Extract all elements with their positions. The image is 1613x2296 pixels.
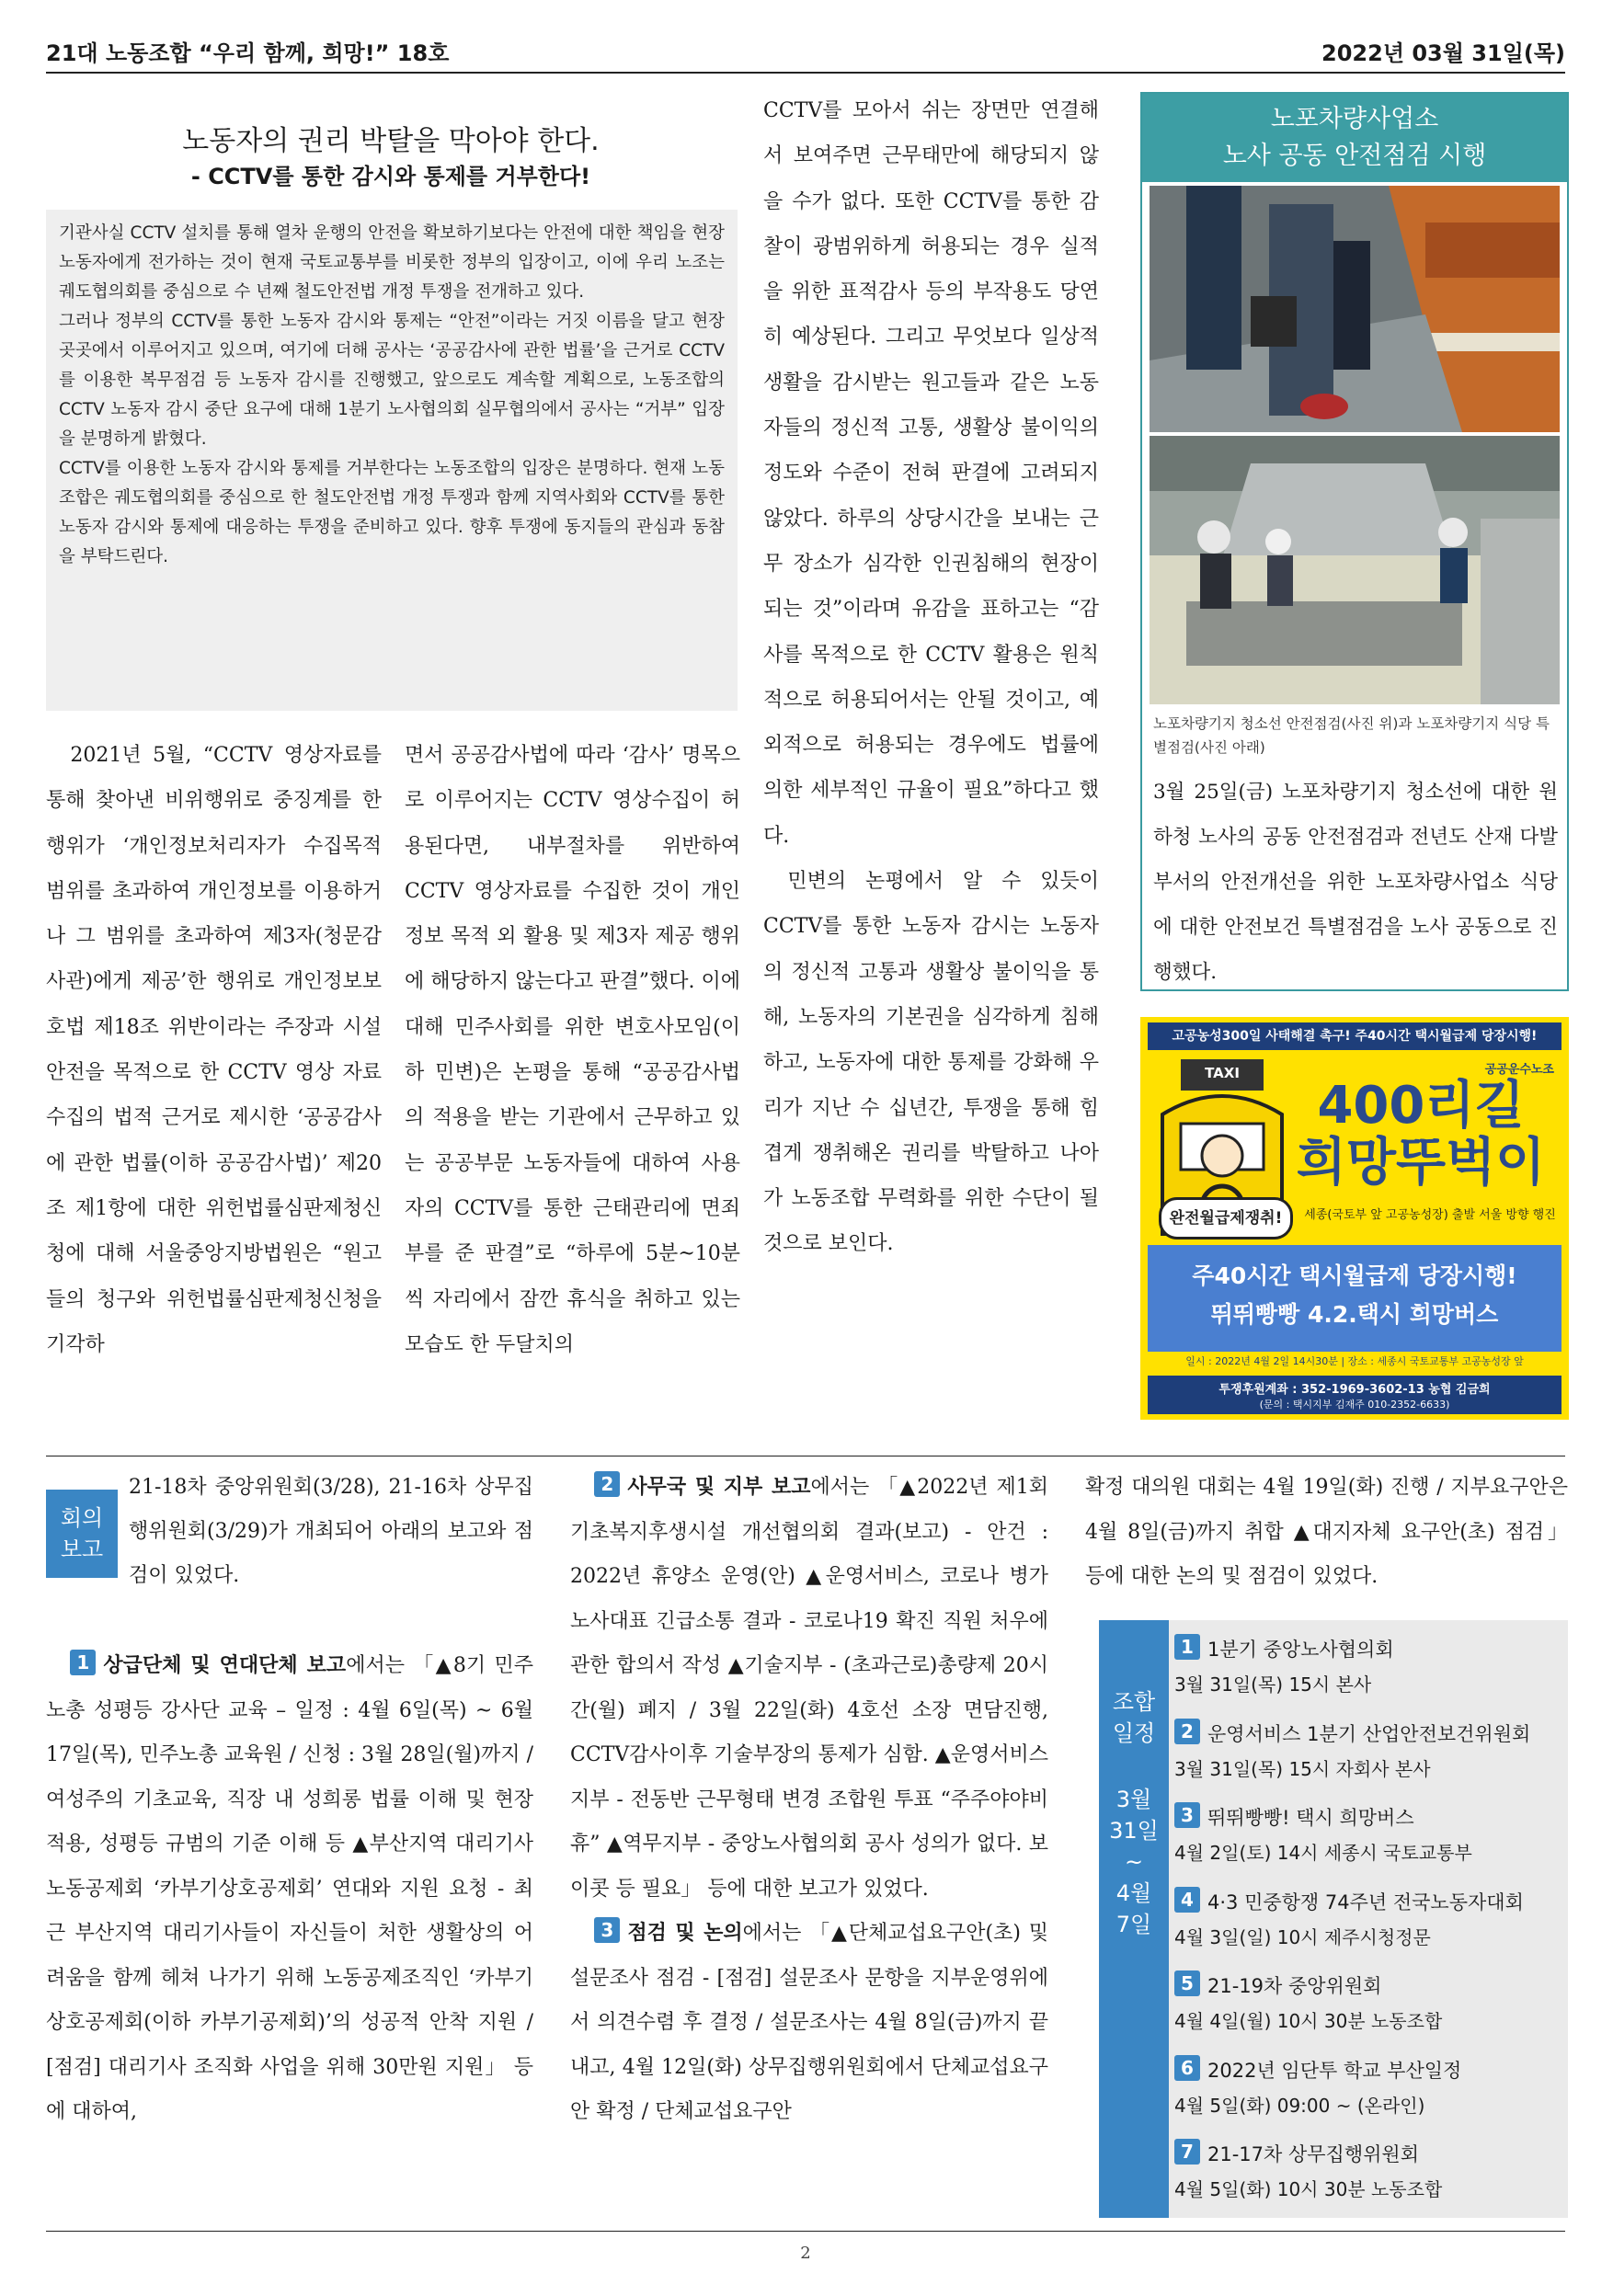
cleaning-track-photo — [1150, 186, 1560, 432]
schedule-title: 운영서비스 1분기 산업안전보건위원회 — [1207, 1722, 1531, 1745]
schedule-label-line: 조합 — [1112, 1689, 1156, 1715]
photo-box-text: 3월 25일(금) 노포차량기지 청소선에 대한 원하청 노사의 공동 안전점검과 전년도 산재 다발부서의 안전개선을 위한 노포차량사업소 식당에 대한 안전보건 특별점검을 노사 공동으로 진행했다. — [1153, 781, 1558, 984]
schedule-item — [1174, 1628, 1561, 1712]
safety-inspection-box — [1140, 92, 1569, 991]
poster-main-line: 뛰뛰빵빵 4.2.택시 희망버스 — [1210, 1301, 1499, 1328]
schedule-range-line: 7일 — [1115, 1912, 1152, 1937]
cafeteria-inspection-photo — [1150, 436, 1560, 704]
schedule-title: 4·3 민중항쟁 74주년 전국노동자대회 — [1207, 1890, 1524, 1913]
summary-paragraph: 그러나 정부의 CCTV를 통한 노동자 감시와 통제는 “안전”이라는 거짓 이름을 달고 현장 곳곳에서 이루어지고 있으며, 여기에 더해 공사는 ‘공공감사에 관한 법률’을 근거로 CCTV를 이용한 복무점검 등 노동자 감시를 진행했고, 앞으로도 계속할 계획으로, 노동조합의 CCTV 노동자 감시 중단 요구에 대해 1분기 노사협의회 실무협의에서 공사는 “거부” 입장을 분명하게 밝혔다. — [59, 312, 725, 449]
footer-rule — [46, 2231, 1565, 2232]
schedule-number-badge: 3 — [1174, 1802, 1200, 1828]
summary-paragraph: 기관사실 CCTV 설치를 통해 열차 운행의 안전을 확보하기보다는 안전에 대한 책임을 현장 노동자에게 전가하는 것이 현재 국토교통부를 비롯한 정부의 입장이고, 이에 우리 노조는 궤도협의회를 중심으로 수 년째 철도안전법 개정 투쟁을 전개하고 있다. — [59, 223, 725, 302]
poster-main-panel — [1148, 1245, 1562, 1352]
article-paragraph: 면서 공공감사법에 따라 ‘감사’ 명목으로 이루어지는 CCTV 영상수집이 허용된다면, 내부절차를 위반하여 CCTV 영상자료를 수집한 것이 개인정보 목적 외 활용 및 제3자 제공 행위에 해당하지 않는다고 판결”했다. 이에 대해 민주사회를 위한 변호사모임(이하 민변)은 논평을 통해 “공공감사법의 적용을 받는 기관에서 근무하고 있는 공공부문 노동자들에 대하여 사용자의 CCTV를 통한 근태관리에 면죄부를 준 판결”로 “하루에 5분~10분씩 자리에서 잠깐 휴식을 취하고 있는 모습도 한 두달치의 — [405, 744, 740, 1356]
article-paragraph: CCTV를 모아서 쉬는 장면만 연결해서 보여주면 근무태만에 해당되지 않을 수가 없다. 또한 CCTV를 통한 감찰이 광범위하게 허용되는 경우 실적을 위한 표적감사 등의 부작용도 당연히 예상된다. 그리고 무엇보다 일상적 생활을 감시받는 원고들과 같은 노동자들의 정신적 고통, 생활상 불이익의 정도와 수준이 전혀 판결에 고려되지 않았다. 하루의 상당시간을 보내는 근무 장소가 심각한 인권침해의 현장이 되는 것”이라며 유감을 표하고는 “감사를 목적으로 한 CCTV 활용은 원칙적으로 허용되어서는 안될 것이고, 예외적으로 허용되는 경우에도 법률에 의한 세부적인 규율이 필요”하다고 했다. — [763, 99, 1099, 848]
page-number: 2 — [800, 2244, 811, 2263]
section-number-badge: 3 — [594, 1917, 620, 1943]
schedule-item — [1174, 1796, 1561, 1880]
schedule-range-line: 31일 — [1109, 1818, 1159, 1844]
article-summary-box — [46, 210, 738, 711]
newsletter-title: 21대 노동조합 “우리 함께, 희망!” 18호 — [46, 40, 450, 66]
schedule-number-badge: 2 — [1174, 1719, 1200, 1744]
header-rule — [46, 72, 1565, 74]
section-title: 상급단체 및 연대단체 보고 — [103, 1654, 347, 1677]
schedule-item — [1174, 1964, 1561, 2049]
taxi-hope-bus-poster — [1140, 1017, 1569, 1420]
schedule-title: 2022년 임단투 학교 부산일정 — [1207, 2059, 1462, 2082]
article-paragraph: 2021년 5월, “CCTV 영상자료를 통해 찾아낸 비위행위로 중징계를 한 행위가 ‘개인정보처리자가 수집목적 범위를 초과하여 개인정보를 이용하거나 그 범위를 초과하여 제3자(청문감사관)에게 제공’한 행위로 개인정보보호법 제18조 위반이라는 주장과 시설안전을 목적으로 한 CCTV 영상 자료 수집의 법적 근거로 제시한 ‘공공감사에 관한 법률(이하 공공감사법)’ 제20조 제1항에 대한 위헌법률심판제청신청에 대해 서울중앙지방법원은 “원고들의 청구와 위헌법률심판제청신청을 기각하 — [46, 744, 382, 1356]
schedule-title: 1분기 중앙노사협의회 — [1207, 1639, 1394, 1661]
meeting-column-2 — [570, 1466, 1048, 2135]
schedule-number-badge: 7 — [1174, 2139, 1200, 2165]
org-logo: 공공운수노조 — [1484, 1063, 1554, 1077]
schedule-title: 21-19차 중앙위원회 — [1207, 1975, 1382, 1997]
schedule-range-line: 4월 — [1115, 1880, 1152, 1906]
report-section-3 — [570, 1912, 1048, 2135]
label-line: 보고 — [60, 1536, 104, 1562]
schedule-number-badge: 4 — [1174, 1887, 1200, 1913]
article-title: 노동자의 권리 박탈을 막아야 한다. — [182, 125, 600, 157]
page-header — [46, 35, 1565, 66]
schedule-number-badge: 6 — [1174, 2055, 1200, 2081]
schedule-label-line: 일정 — [1112, 1720, 1156, 1746]
schedule-detail: 4월 2일(토) 14시 세종시 국토교통부 — [1174, 1842, 1472, 1864]
article-column-3 — [763, 88, 1099, 1267]
poster-account: 투쟁후원계좌 : 352-1969-3602-13 농협 김금희 — [1218, 1383, 1491, 1397]
schedule-title: 뛰뛰빵빵! 택시 희망버스 — [1207, 1807, 1414, 1829]
section-number-badge: 1 — [70, 1650, 96, 1675]
article-column-1 — [46, 733, 382, 1367]
schedule-label — [1099, 1620, 1169, 2218]
report-section-2 — [570, 1466, 1048, 1912]
schedule-detail: 3월 31일(목) 15시 자회사 본사 — [1174, 1757, 1431, 1780]
poster-main-line: 주40시간 택시월급제 당장시행! — [1192, 1262, 1517, 1289]
schedule-detail: 4월 4일(월) 10시 30분 노동조합 — [1174, 2010, 1443, 2032]
schedule-title: 21-17차 상무집행위원회 — [1207, 2143, 1419, 2165]
section-text: 에서는 「▲2022년 제1회 기초복지후생시설 개선협의회 결과(보고) - 안건 : 2022년 휴양소 운영(안) ▲운영서비스, 코로나 병가 노사대표 긴급소통 결과 - 코로나19 확진 직원 처우에 관한 합의서 작성 ▲기술지부 - (초과근로)총량제 20시간(월) 폐지 / 3월 22일(화) 4호선 소장 면담진행, CCTV감사이후 기술부장의 통제가 심함. ▲운영서비스지부 - 전동반 근무형태 변경 조합원 투표 “주주야야비휴” ▲역무지부 - 중앙노사협의회 공사 성의가 없다. 보이콧 등 필요」 등에 대한 보고가 있었다. — [570, 1476, 1049, 1901]
meeting-intro: 21-18차 중앙위원회(3/28), 21-16차 상무집행위원회(3/29)가 개최되어 아래의 보고와 점검이 있었다. — [129, 1476, 533, 1587]
section-text: 에서는 「▲단체교섭요구안(초) 및 설문조사 점검 - [점검] 설문조사 문항을 지부운영위에서 의견수렴 후 결정 / 설문조사는 4월 8일(금)까지 끝내고, 4월 12일(화) 상무집행위원회에서 단체교섭요구안 확정 / 단체교섭요구안 — [570, 1922, 1048, 2123]
section-text: 에서는 「▲8기 민주노총 성평등 강사단 교육 – 일정 : 4월 6일(목) ~ 6월 17일(목), 민주노총 교육원 / 신청 : 3월 28일(월)까지 / 여성주의 기초교육, 직장 내 성희롱 법률 이해 및 현장 적용, 성평등 규범의 기준 이해 등 ▲부산지역 대리기사 노동공제회 ‘카부기상호공제회’ 연대와 지원 요청 - 최근 부산지역 대리기사들이 자신들이 처한 생활상의 어려움을 함께 헤쳐 나가기 위해 노동공제조직인 ‘카부기상호공제회(이하 카부기공제회)’의 성공적 안착 지원 / [점검] 대리기사 조직화 사업을 위해 30만원 지원」 등에 대하여, — [46, 1654, 533, 2123]
union-schedule-box — [1099, 1620, 1568, 2218]
poster-headline — [1278, 1078, 1563, 1192]
label-line: 회의 — [60, 1505, 104, 1531]
meeting-column-3: 확정 대의원 대회는 4월 19일(화) 진행 / 지부요구안은 4월 8일(금)까지 취합 ▲대지자체 요구안(초) 점검」 등에 대한 논의 및 점검이 있었다. — [1085, 1476, 1568, 1588]
schedule-item — [1174, 1880, 1561, 1965]
poster-contact: (문의 : 택시지부 김재주 010-2352-6633) — [1259, 1399, 1450, 1411]
report-section-1 — [46, 1644, 533, 2135]
schedule-item — [1174, 1712, 1561, 1797]
article-column-2 — [405, 733, 740, 1367]
photo-caption: 노포차량기지 청소선 안전점검(사진 위)과 노포차량기지 식당 특별점검(사진 아래) — [1153, 715, 1550, 756]
schedule-list — [1174, 1628, 1561, 2217]
schedule-item — [1174, 2132, 1561, 2217]
photo-box-title-line: 노포차량사업소 — [1270, 105, 1439, 133]
issue-date: 2022년 03월 31일(목) — [1321, 40, 1565, 66]
poster-headline-line: 400리길 — [1317, 1076, 1525, 1136]
schedule-number-badge: 5 — [1174, 1970, 1200, 1996]
photo-box-title-line: 노사 공동 안전점검 시행 — [1222, 142, 1487, 170]
meeting-report-label — [46, 1490, 118, 1578]
schedule-number-badge: 1 — [1174, 1634, 1200, 1660]
schedule-detail: 4월 5일(화) 09:00 ~ (온라인) — [1174, 2094, 1425, 2117]
schedule-range-line: 3월 — [1115, 1787, 1152, 1812]
poster-date: 일시 : 2022년 4월 2일 14시30분 | 장소 : 세종시 국토교통부 고공농성장 앞 — [1185, 1355, 1524, 1367]
article-subtitle: - CCTV를 통한 감시와 통제를 거부한다! — [190, 164, 591, 189]
taxi-sign: TAXI — [1205, 1065, 1240, 1081]
poster-headline-line: 희망뚜벅이 — [1296, 1133, 1546, 1193]
article-paragraph: 민변의 논평에서 알 수 있듯이 CCTV를 통한 노동자 감시는 노동자의 정신적 고통과 생활상 불이익을 통해, 노동자의 기본권을 심각하게 침해하고, 노동자에 대한 통제를 강화해 우리가 지난 수 십년간, 투쟁을 통해 힘겹게 쟁취해온 권리를 박탈하고 나아가 노동조합 무력화를 위한 수단이 될 것으로 보인다. — [763, 870, 1099, 1256]
poster-account-panel — [1148, 1376, 1562, 1414]
section-number-badge: 2 — [594, 1471, 620, 1497]
section-title: 점검 및 논의 — [627, 1922, 743, 1945]
meeting-column-1 — [46, 1644, 533, 2135]
monthly-wage-badge: 완전월급제쟁취! — [1159, 1197, 1293, 1239]
schedule-detail: 4월 5일(화) 10시 30분 노동조합 — [1174, 2178, 1443, 2200]
summary-paragraph: CCTV를 이용한 노동자 감시와 통제를 거부한다는 노동조합의 입장은 분명하다. 현재 노동조합은 궤도협의회를 중심으로 한 철도안전법 개정 투쟁과 함께 지역사회와 CCTV를 통한 노동자 감시와 통제에 대응하는 투쟁을 준비하고 있다. 향후 투쟁에 동지들의 관심과 동참을 부탁드린다. — [59, 459, 725, 566]
section-title: 사무국 및 지부 보고 — [627, 1476, 811, 1499]
schedule-detail: 4월 3일(일) 10시 제주시청정문 — [1174, 1925, 1431, 1948]
poster-subline: 세종(국토부 앞 고공농성장) 출발 서울 방향 행진 — [1304, 1208, 1556, 1222]
schedule-range-line: ~ — [1124, 1849, 1144, 1875]
photo-box-title — [1142, 94, 1567, 182]
schedule-item — [1174, 2049, 1561, 2133]
schedule-detail: 3월 31일(목) 15시 본사 — [1174, 1673, 1372, 1696]
poster-top-banner: 고공농성300일 사태해결 촉구! 주40시간 택시월급제 당장시행! — [1148, 1022, 1562, 1050]
